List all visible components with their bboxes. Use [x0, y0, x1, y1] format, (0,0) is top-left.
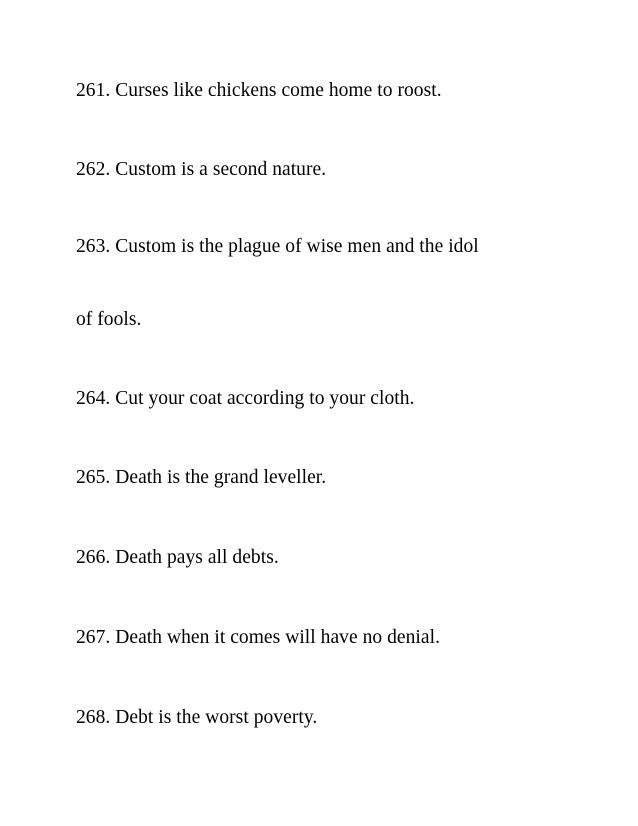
- proverb-267: 267. Death when it comes will have no denial.: [76, 627, 440, 648]
- proverb-261: 261. Curses like chickens come home to roost.: [76, 80, 442, 101]
- proverb-263: 263. Custom is the plague of wise men and the idol: [76, 236, 479, 257]
- proverb-268: 268. Debt is the worst poverty.: [76, 707, 318, 728]
- proverb-266: 266. Death pays all debts.: [76, 547, 279, 568]
- proverb-262: 262. Custom is a second nature.: [76, 159, 327, 180]
- proverb-263-continuation: of fools.: [76, 309, 142, 330]
- proverb-264: 264. Cut your coat according to your cloth.: [76, 388, 415, 409]
- proverb-265: 265. Death is the grand leveller.: [76, 467, 327, 488]
